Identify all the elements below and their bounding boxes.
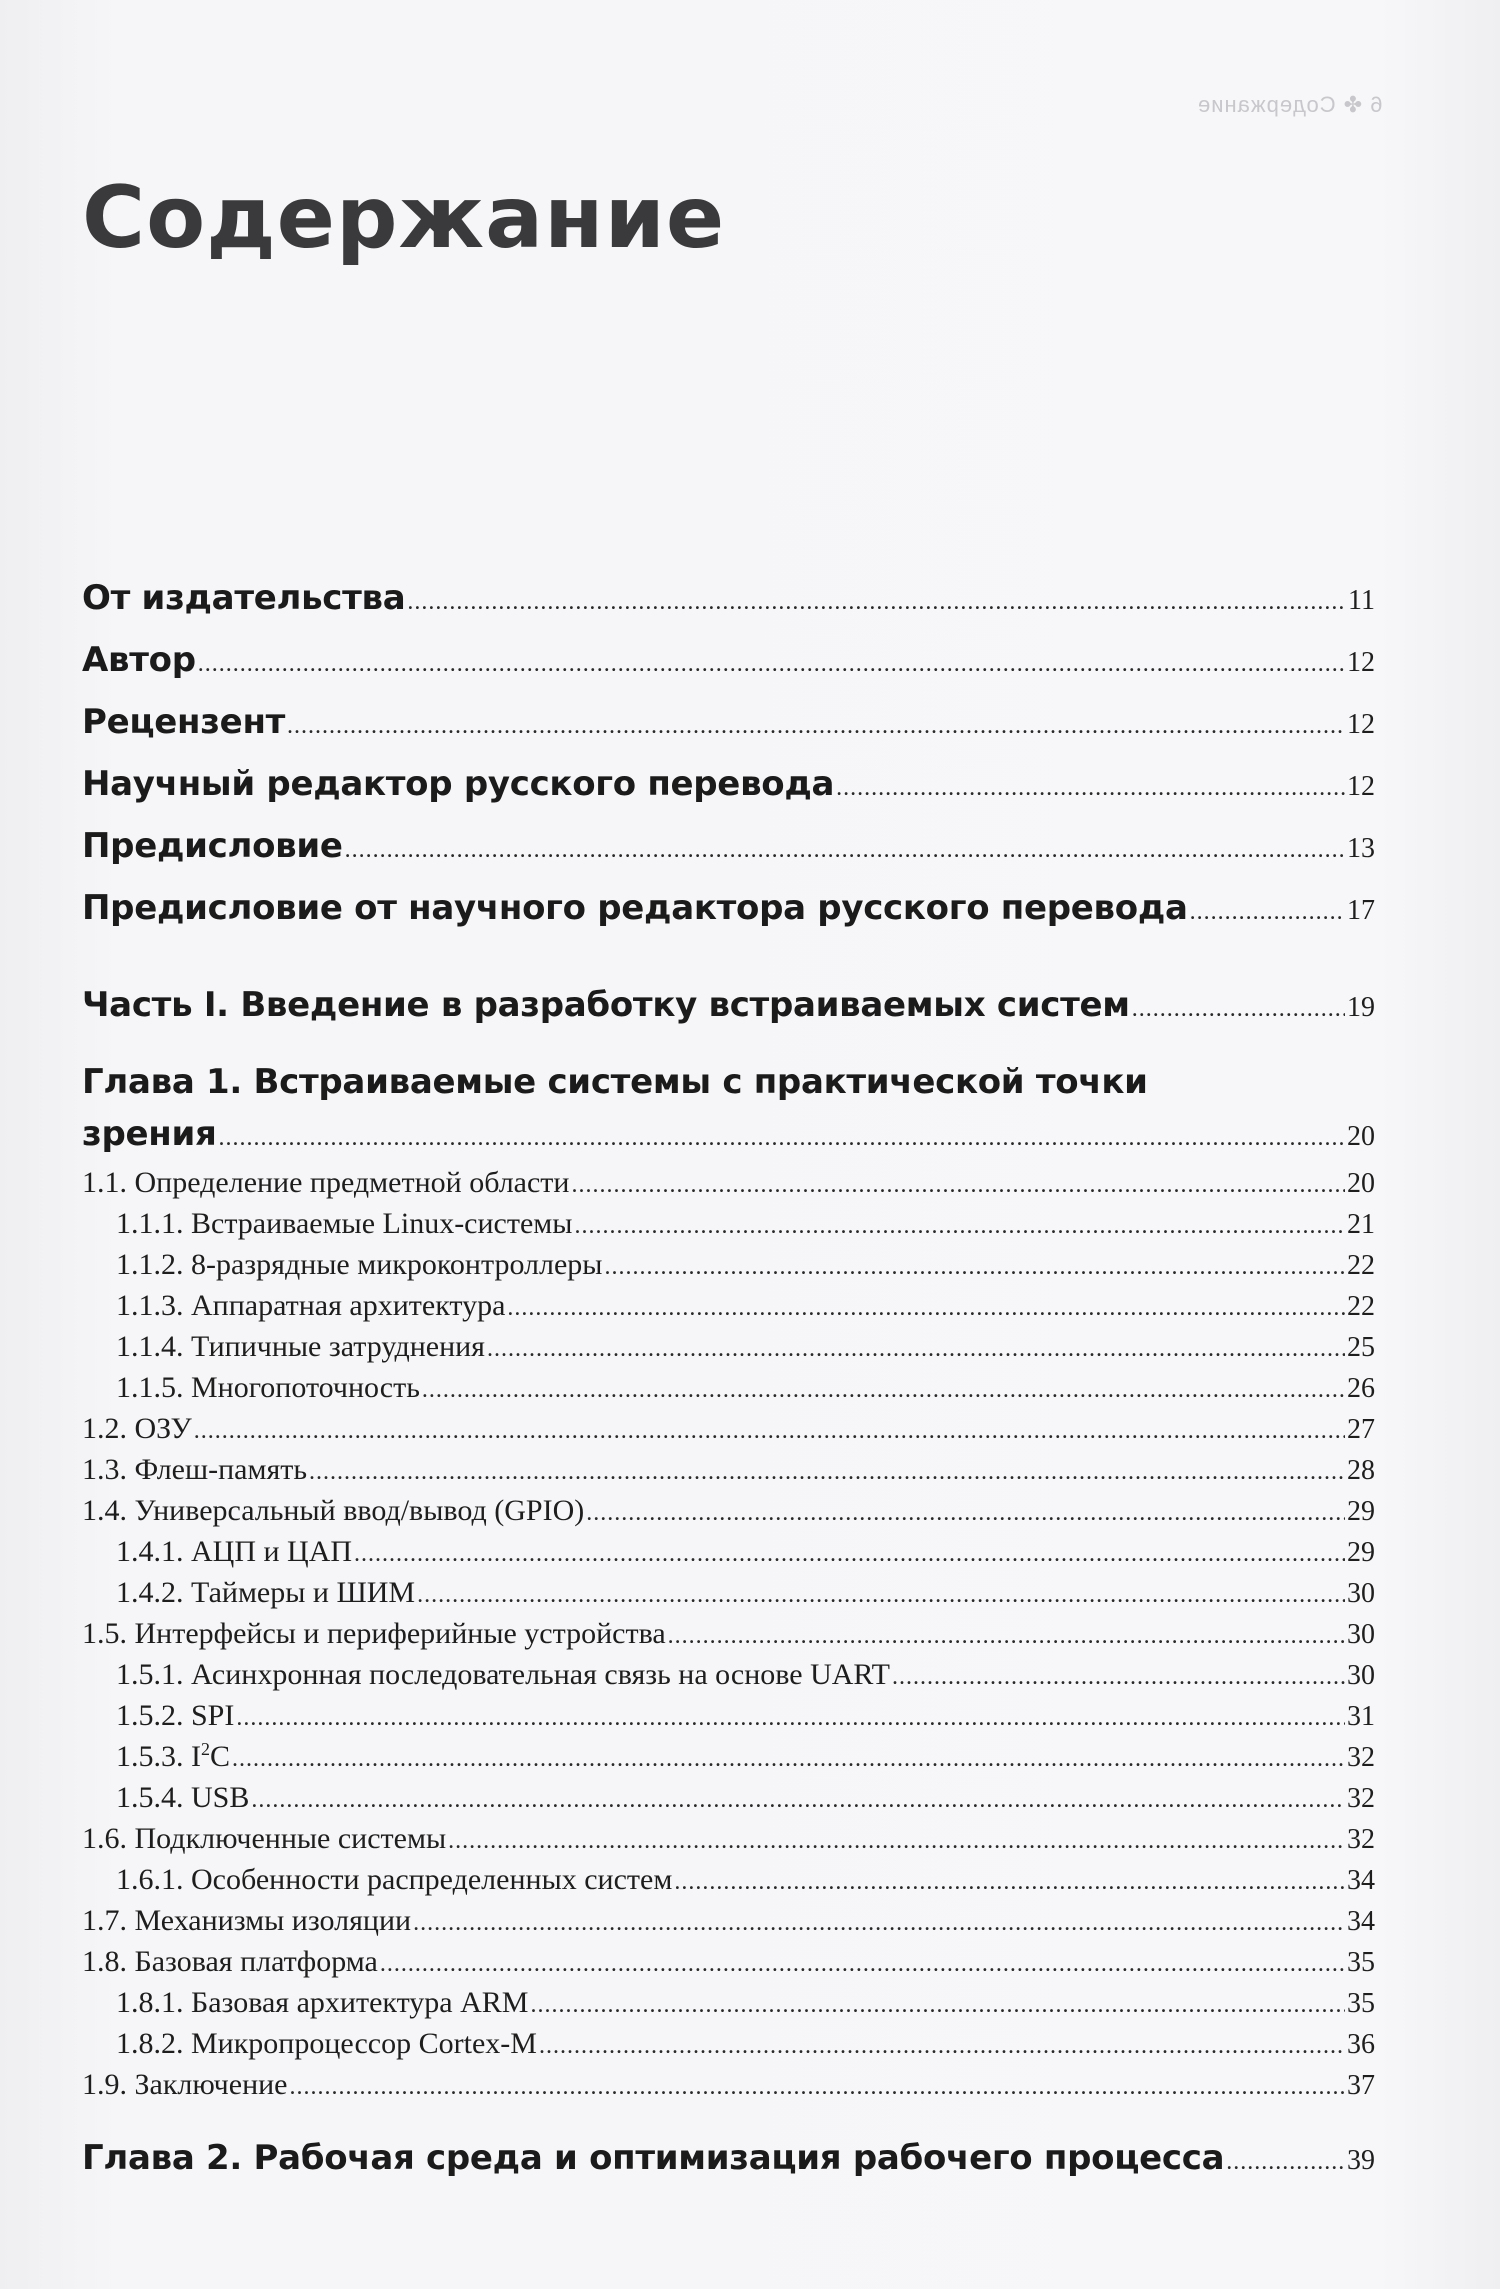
- bleed-through-header: 6 ✤ Содержание: [1196, 92, 1382, 117]
- toc-entry-1-1[interactable]: [82, 1166, 1375, 1200]
- toc-page-number: 13: [1347, 833, 1375, 864]
- toc-entry-1-5-4[interactable]: [116, 1781, 1375, 1815]
- toc-page-number: 35: [1347, 1988, 1375, 2019]
- toc-page-number: 17: [1347, 895, 1375, 926]
- toc-page-number: 30: [1347, 1578, 1375, 1609]
- toc-entry-1-2[interactable]: [82, 1412, 1375, 1446]
- toc-entry-label: 1.3. Флеш-память: [82, 1453, 308, 1486]
- toc-entry-label: Рецензент: [82, 702, 286, 742]
- toc-entry-label: От издательства: [82, 578, 406, 618]
- toc-entry-label: зрения: [82, 1114, 217, 1154]
- toc-page-number: 26: [1347, 1373, 1375, 1404]
- toc-entry-from-publisher[interactable]: [82, 578, 1375, 618]
- leader-dots: [668, 1623, 1345, 1650]
- toc-entry-1-5-3[interactable]: [116, 1740, 1375, 1774]
- leader-dots: [530, 1992, 1345, 2019]
- toc-page-number: 25: [1347, 1332, 1375, 1363]
- leader-dots: [1132, 996, 1345, 1023]
- toc-entry-author[interactable]: [82, 640, 1375, 680]
- leader-dots: [574, 1213, 1345, 1240]
- toc-page-number: 34: [1347, 1865, 1375, 1896]
- toc-entry-1-1-5[interactable]: [116, 1371, 1375, 1405]
- toc-entry-part-1[interactable]: [82, 985, 1375, 1025]
- toc-page-number: 39: [1347, 2145, 1375, 2176]
- leader-dots: [417, 1582, 1345, 1609]
- toc-entry-preface[interactable]: [82, 826, 1375, 866]
- toc-entry-1-4-1[interactable]: [116, 1535, 1375, 1569]
- toc-label-prefix: 1.5.3. I: [116, 1740, 201, 1773]
- toc-page-number: 27: [1347, 1414, 1375, 1445]
- toc-page-number: 12: [1347, 647, 1375, 678]
- toc-page-number: 31: [1347, 1701, 1375, 1732]
- toc-page-number: 36: [1347, 2029, 1375, 2060]
- toc-page-number: 12: [1347, 771, 1375, 802]
- toc-page-number: 30: [1347, 1660, 1375, 1691]
- toc-entry-1-9[interactable]: [82, 2068, 1375, 2102]
- toc-page-number: 19: [1347, 992, 1375, 1023]
- toc-page-number: 20: [1347, 1168, 1375, 1199]
- toc-page-number: 21: [1347, 1209, 1375, 1240]
- toc-entry-editor-preface[interactable]: [82, 888, 1375, 928]
- toc-entry-label: 1.4. Универсальный ввод/вывод (GPIO): [82, 1494, 585, 1527]
- toc-page-number: 37: [1347, 2070, 1375, 2101]
- toc-label-superscript: 2: [201, 1739, 210, 1759]
- leader-dots: [236, 1705, 1345, 1732]
- toc-entry-1-8-2[interactable]: [116, 2027, 1375, 2061]
- toc-entry-label: 1.8.1. Базовая архитектура ARM: [116, 1986, 529, 2019]
- toc-entry-label: 1.1.2. 8-разрядные микроконтроллеры: [116, 1248, 603, 1281]
- toc-page-number: 28: [1347, 1455, 1375, 1486]
- toc-entry-1-4[interactable]: [82, 1494, 1375, 1528]
- leader-dots: [232, 1746, 1345, 1773]
- leader-dots: [422, 1377, 1345, 1404]
- page-title: Содержание: [82, 168, 726, 268]
- toc-page-number: 22: [1347, 1250, 1375, 1281]
- toc-entry-label: Научный редактор русского перевода: [82, 764, 835, 804]
- toc-entry-label: Предисловие от научного редактора русского перевода: [82, 888, 1188, 928]
- toc-entry-label: [116, 1740, 230, 1774]
- toc-entry-1-1-4[interactable]: [116, 1330, 1375, 1364]
- toc-page-number: 11: [1348, 585, 1375, 616]
- toc-entry-1-8[interactable]: [82, 1945, 1375, 1979]
- toc-entry-1-7[interactable]: [82, 1904, 1375, 1938]
- toc-entry-1-3[interactable]: [82, 1453, 1375, 1487]
- toc-page-number: 32: [1347, 1742, 1375, 1773]
- leader-dots: [539, 2033, 1345, 2060]
- toc-entry-label: Глава 2. Рабочая среда и оптимизация рабочего процесса: [82, 2138, 1225, 2178]
- toc-entry-label: 1.5.2. SPI: [116, 1699, 235, 1732]
- leader-dots: [674, 1869, 1345, 1896]
- toc-entry-label: 1.8.2. Микропроцессор Cortex-M: [116, 2027, 537, 2060]
- toc-page-number: 32: [1347, 1783, 1375, 1814]
- toc-entry-label: 1.7. Механизмы изоляции: [82, 1904, 412, 1937]
- toc-entry-label: 1.1.3. Аппаратная архитектура: [116, 1289, 506, 1322]
- toc-entry-1-8-1[interactable]: [116, 1986, 1375, 2020]
- toc-entry-label: 1.1.4. Типичные затруднения: [116, 1330, 485, 1363]
- leader-dots: [194, 1418, 1345, 1445]
- leader-dots: [507, 1295, 1345, 1322]
- toc-entry-1-5-1[interactable]: [116, 1658, 1375, 1692]
- toc-entry-1-5-2[interactable]: [116, 1699, 1375, 1733]
- toc-entry-1-1-2[interactable]: [116, 1248, 1375, 1282]
- leader-dots: [407, 589, 1346, 616]
- toc-page-number: 30: [1347, 1619, 1375, 1650]
- toc-page-number: 22: [1347, 1291, 1375, 1322]
- toc-entry-label: 1.4.1. АЦП и ЦАП: [116, 1535, 353, 1568]
- toc-entry-1-1-3[interactable]: [116, 1289, 1375, 1323]
- leader-dots: [309, 1459, 1345, 1486]
- toc-entry-label: 1.1. Определение предметной области: [82, 1166, 570, 1199]
- leader-dots: [251, 1787, 1345, 1814]
- leader-dots: [413, 1910, 1345, 1937]
- leader-dots: [571, 1172, 1345, 1199]
- toc-entry-reviewer[interactable]: [82, 702, 1375, 742]
- leader-dots: [448, 1828, 1345, 1855]
- toc-entry-label: 1.5.4. USB: [116, 1781, 250, 1814]
- leader-dots: [1226, 2149, 1345, 2176]
- toc-entry-chapter-1-line1: Глава 1. Встраиваемые системы с практической точки: [82, 1062, 1148, 1102]
- leader-dots: [287, 713, 1345, 740]
- toc-page-number: 29: [1347, 1496, 1375, 1527]
- toc-page-number: 29: [1347, 1537, 1375, 1568]
- toc-entry-1-6[interactable]: [82, 1822, 1375, 1856]
- toc-entry-label: 1.1.5. Многопоточность: [116, 1371, 420, 1404]
- leader-dots: [380, 1951, 1345, 1978]
- leader-dots: [604, 1254, 1345, 1281]
- leader-dots: [219, 1125, 1346, 1152]
- toc-entry-label: 1.5.1. Асинхронная последовательная связь на основе UART: [116, 1658, 890, 1691]
- leader-dots: [354, 1541, 1345, 1568]
- toc-entry-1-4-2[interactable]: [116, 1576, 1375, 1610]
- leader-dots: [198, 651, 1345, 678]
- leader-dots: [892, 1664, 1345, 1691]
- toc-entry-scientific-editor[interactable]: [82, 764, 1375, 804]
- leader-dots: [345, 837, 1345, 864]
- toc-entry-label: 1.6. Подключенные системы: [82, 1822, 447, 1855]
- toc-entry-label: 1.1.1. Встраиваемые Linux-системы: [116, 1207, 573, 1240]
- toc-page-number: 32: [1347, 1824, 1375, 1855]
- toc-entry-label: 1.5. Интерфейсы и периферийные устройства: [82, 1617, 666, 1650]
- leader-dots: [290, 2074, 1346, 2101]
- toc-entry-1-6-1[interactable]: [116, 1863, 1375, 1897]
- leader-dots: [586, 1500, 1345, 1527]
- toc-entry-label: Автор: [82, 640, 196, 680]
- toc-entry-label: Предисловие: [82, 826, 343, 866]
- toc-page-number: 34: [1347, 1906, 1375, 1937]
- toc-entry-1-5[interactable]: [82, 1617, 1375, 1651]
- toc-label-suffix: C: [210, 1740, 231, 1773]
- toc-entry-chapter-2[interactable]: [82, 2138, 1375, 2178]
- toc-entry-label: 1.8. Базовая платформа: [82, 1945, 378, 1978]
- toc-entry-label: 1.2. ОЗУ: [82, 1412, 192, 1445]
- toc-entry-label: 1.6.1. Особенности распределенных систем: [116, 1863, 673, 1896]
- toc-entry-label: 1.4.2. Таймеры и ШИМ: [116, 1576, 416, 1609]
- toc-entry-1-1-1[interactable]: [116, 1207, 1375, 1241]
- toc-entry-label: 1.9. Заключение: [82, 2068, 288, 2101]
- toc-entry-chapter-1[interactable]: [82, 1114, 1375, 1154]
- leader-dots: [1190, 899, 1345, 926]
- leader-dots: [487, 1336, 1345, 1363]
- toc-page-number: 20: [1347, 1121, 1375, 1152]
- toc-page-number: 12: [1347, 709, 1375, 740]
- toc-entry-label: Часть I. Введение в разработку встраиваемых систем: [82, 985, 1130, 1025]
- toc-page-number: 35: [1347, 1947, 1375, 1978]
- leader-dots: [836, 775, 1345, 802]
